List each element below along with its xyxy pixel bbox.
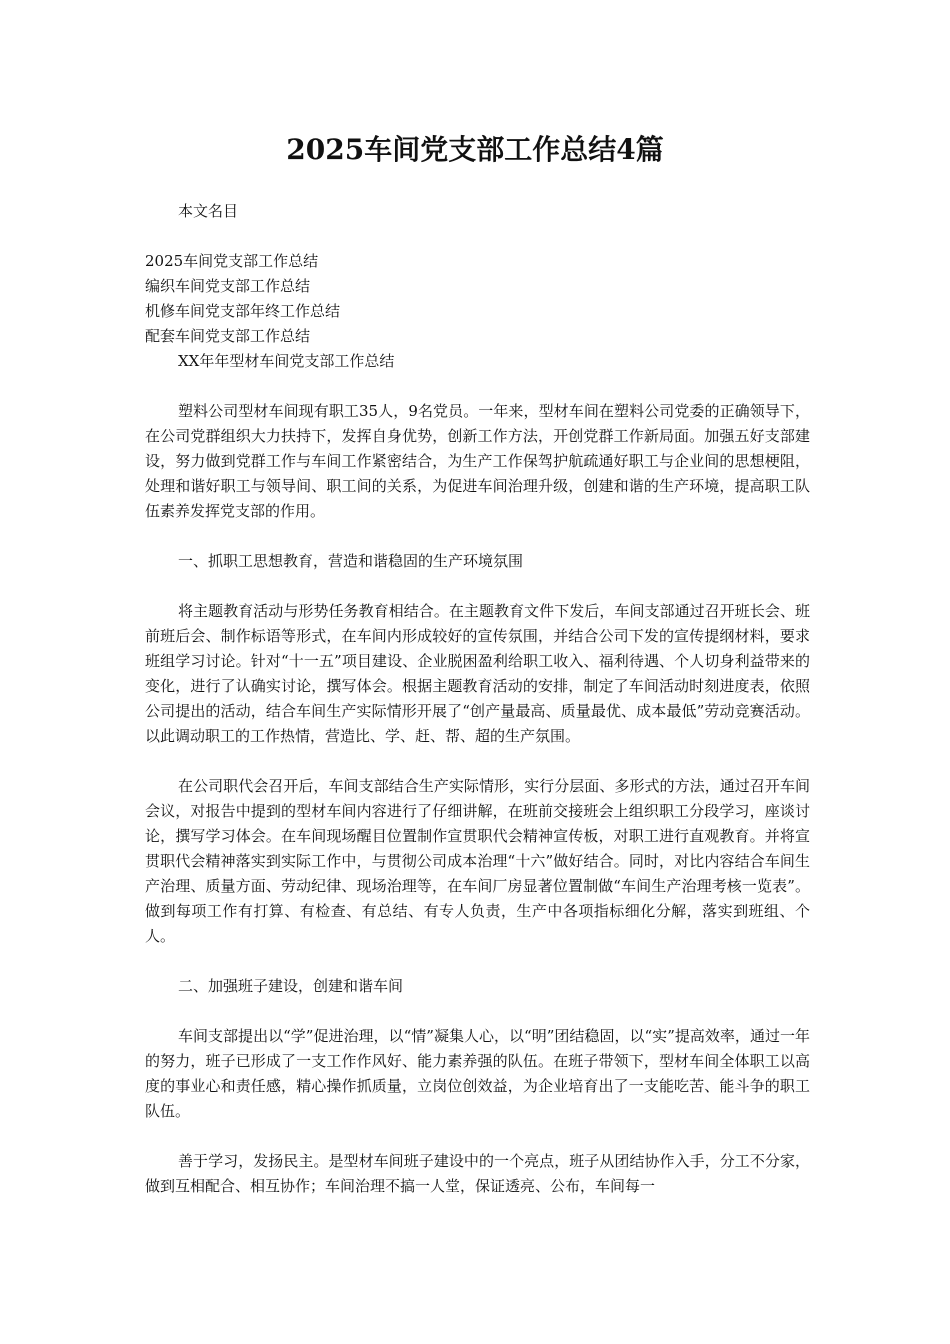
- paragraph: 善于学习，发扬民主。是型材车间班子建设中的一个亮点，班子从团结协作入手，分工不分家，做到互相配合、相互协作；车间治理不搞一人堂，保证透亮、公布，车间每一: [145, 1152, 810, 1195]
- toc-item: 配套车间党支部工作总结: [145, 327, 311, 345]
- toc-item: 编织车间党支部工作总结: [145, 277, 311, 295]
- paragraph: 将主题教育活动与形势任务教育相结合。在主题教育文件下发后，车间支部通过召开班长会、班前班后会、制作标语等形式，在车间内形成较好的宣传氛围，并结合公司下发的宣传提纲材料，要求班组学习讨论。针对“十一五”项目建设、企业脱困盈利给职工收入、福利待遇、个人切身利益带来的变化，进行了认确实讨论，撰写体会。根据主题教育活动的安排，制定了车间活动时刻进度表，依照公司提出的活动，结合车间生产实际情形开展了“创产量最高、质量最优、成本最低”劳动竞赛活动。以此调动职工的工作热情，营造比、学、赶、帮、超的生产氛围。: [145, 602, 810, 745]
- document-title: 2025车间党支部工作总结4篇: [286, 133, 664, 166]
- toc-heading: 本文名目: [178, 202, 239, 220]
- document-body: [145, 199, 810, 1199]
- paragraph: 车间支部提出以“学”促进治理，以“情”凝集人心，以“明”团结稳固，以“实”提高效率，通过一年的努力，班子已形成了一支工作作风好、能力素养强的队伍。在班子带领下，型材车间全体职工以高度的事业心和责任感，精心操作抓质量，立岗位创效益，为企业培育出了一支能吃苦、能斗争的职工队伍。: [145, 1027, 810, 1120]
- toc-item: 2025车间党支部工作总结: [145, 252, 319, 270]
- paragraph: 塑料公司型材车间现有职工35人，9名党员。一年来，型材车间在塑料公司党委的正确领导下，在公司党群组织大力扶持下，发挥自身优势，创新工作方法，开创党群工作新局面。加强五好支部建设，努力做到党群工作与车间工作紧密结合，为生产工作保驾护航疏通好职工与企业间的思想梗阻，处理和谐好职工与领导间、职工间的关系，为促进车间治理升级，创建和谐的生产环境，提高职工队伍素养发挥党支部的作用。: [145, 402, 810, 520]
- paragraph: 在公司职代会召开后，车间支部结合生产实际情形，实行分层面、多形式的方法，通过召开车间会议，对报告中提到的型材车间内容进行了仔细讲解，在班前交接班会上组织职工分段学习，座谈讨论，撰写学习体会。在车间现场醒目位置制作宣贯职代会精神宣传板，对职工进行直观教育。并将宣贯职代会精神落实到实际工作中，与贯彻公司成本治理“十六”做好结合。同时，对比内容结合车间生产治理、质量方面、劳动纪律、现场治理等，在车间厂房显著位置制做“车间生产治理考核一览表”。做到每项工作有打算、有检查、有总结、有专人负责，生产中各项指标细化分解，落实到班组、个人。: [145, 777, 810, 945]
- section-title: XX年年型材车间党支部工作总结: [178, 352, 395, 370]
- section-heading: 二、加强班子建设，创建和谐车间: [178, 977, 404, 995]
- section-heading: 一、抓职工思想教育，营造和谐稳固的生产环境氛围: [178, 552, 524, 570]
- toc-item: 机修车间党支部年终工作总结: [145, 302, 341, 320]
